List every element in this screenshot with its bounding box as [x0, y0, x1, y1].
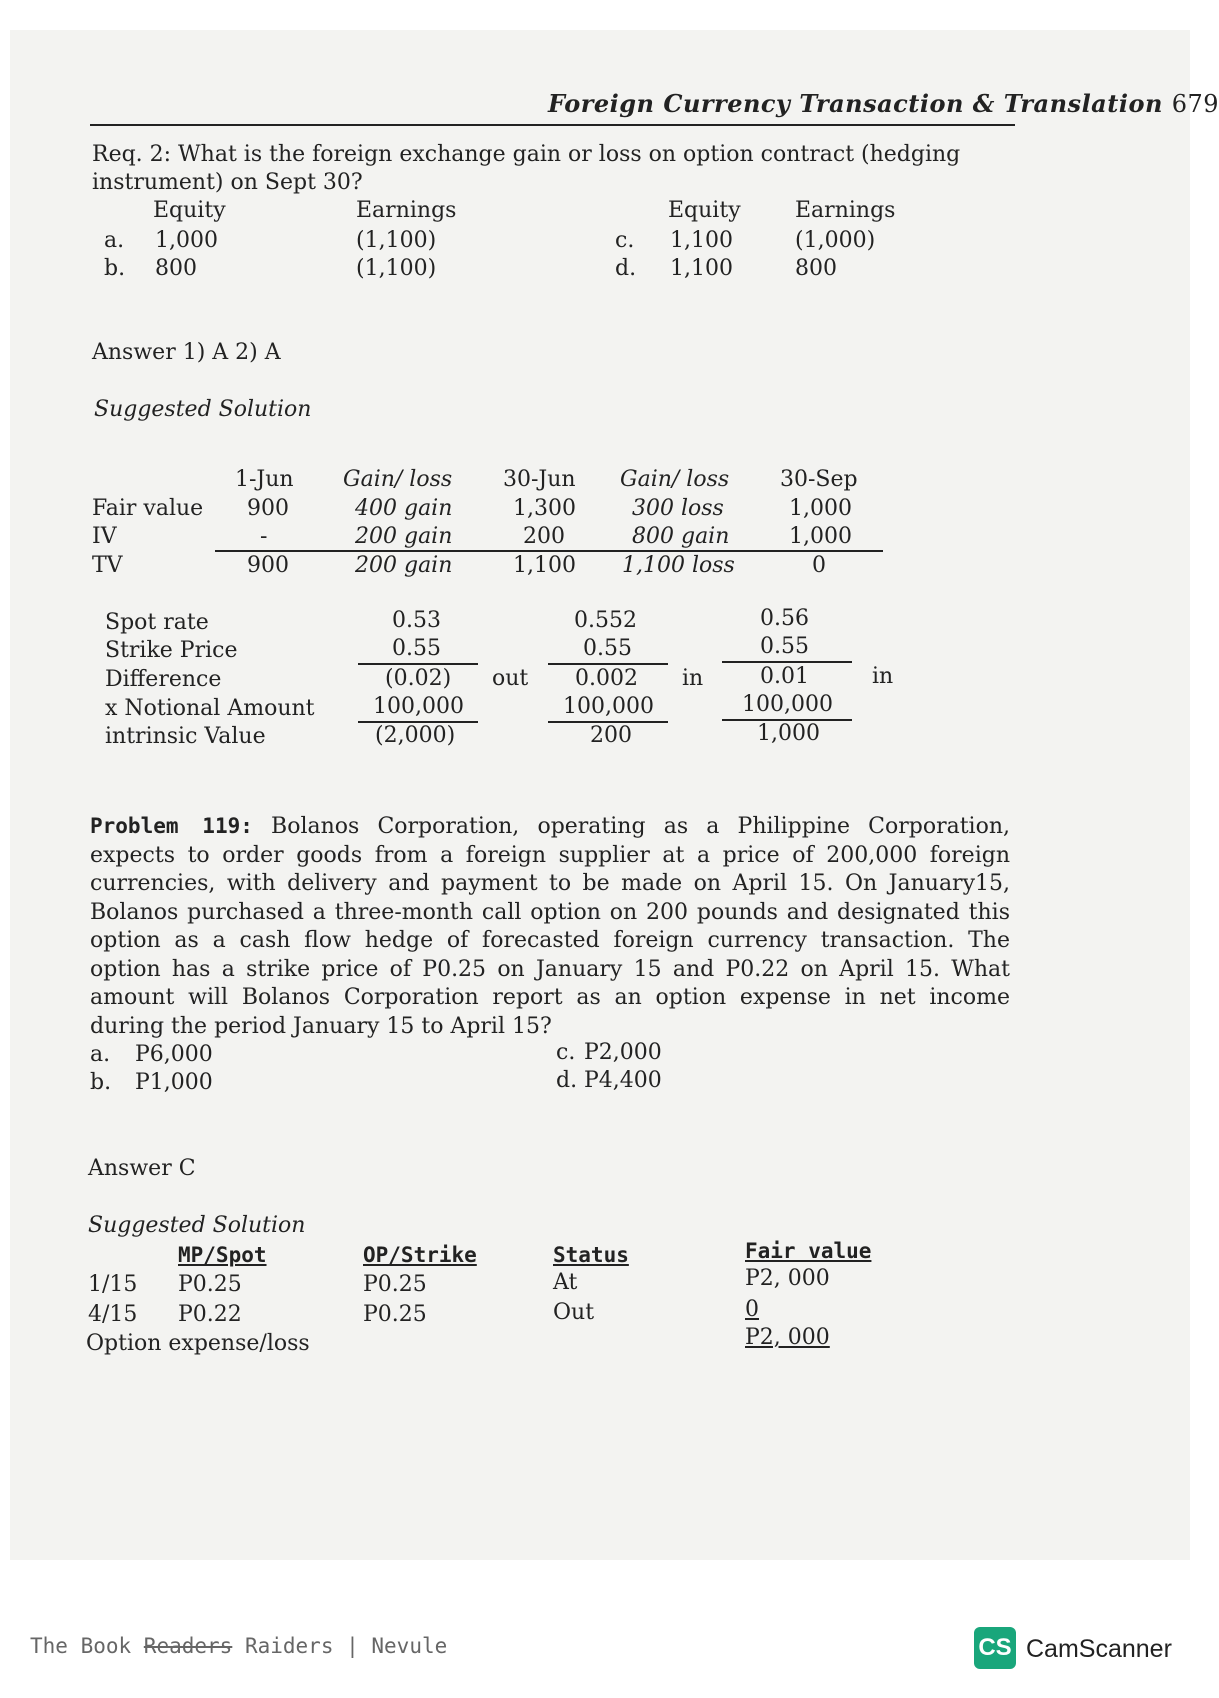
table1-cell: 1,100 loss	[622, 553, 735, 578]
table3-cell: 0	[745, 1297, 759, 1322]
table1-cell: 800 gain	[632, 524, 730, 549]
table3-header: MP/Spot	[178, 1243, 267, 1267]
footer-watermark	[30, 1634, 447, 1658]
table1-rule	[215, 550, 883, 552]
choice-equity: 1,000	[155, 228, 218, 253]
choice-earnings: 800	[795, 256, 837, 281]
table2-cell: 1,000	[757, 721, 820, 746]
table2-cell: 100,000	[563, 694, 654, 719]
table1-cell: 1,300	[513, 496, 576, 521]
choice-letter: b.	[104, 256, 126, 281]
table2-cell: 0.55	[392, 636, 441, 661]
footer-struck: Readers	[143, 1634, 233, 1658]
table1-row-label: TV	[92, 553, 123, 578]
table2-cell: 0.002	[575, 666, 638, 691]
table3-header: OP/Strike	[363, 1243, 477, 1267]
req2-col-earnings-right: Earnings	[795, 198, 896, 223]
problem-119-paragraph	[90, 812, 1010, 1041]
table2-cell: (0.02)	[385, 666, 452, 691]
header-title: Foreign Currency Transaction & Translation	[548, 89, 1163, 118]
table3-cell: At	[553, 1270, 578, 1295]
choice-equity: 1,100	[670, 228, 733, 253]
moneyness-status: out	[492, 666, 529, 691]
table2-cell: 200	[590, 723, 632, 748]
table2-cell: 0.552	[574, 608, 637, 633]
choice-letter: c.	[556, 1040, 576, 1065]
req2-question-line2: instrument) on Sept 30?	[92, 170, 363, 195]
choice-letter: a.	[90, 1042, 111, 1067]
choice-letter: c.	[615, 228, 635, 253]
table2-cell: 0.55	[583, 636, 632, 661]
table1-header: Gain/ loss	[343, 467, 453, 492]
choice-value: P2,000	[584, 1040, 662, 1065]
camscanner-logo-icon: CS	[974, 1627, 1016, 1669]
choice-equity: 800	[155, 256, 197, 281]
req2-question-line1: Req. 2: What is the foreign exchange gain or loss on option contract (hedging	[92, 142, 961, 167]
table2-rule	[358, 663, 478, 665]
table2-cell: 0.53	[392, 608, 441, 633]
choice-letter: a.	[104, 228, 125, 253]
table3-cell: P0.25	[363, 1302, 427, 1327]
table2-rule	[548, 663, 668, 665]
table2-cell: 0.01	[760, 664, 809, 689]
table2-label: Difference	[105, 667, 222, 692]
footer-prefix: The Book	[30, 1634, 144, 1658]
table1-row-label: Fair value	[92, 496, 204, 521]
table1-header: 1-Jun	[235, 467, 294, 492]
camscanner-brand: CamScanner	[1026, 1635, 1172, 1663]
table3-cell: P0.25	[178, 1272, 242, 1297]
table2-rule	[722, 661, 852, 663]
table2-cell: 0.56	[760, 606, 809, 631]
table3-cell: P2, 000	[745, 1266, 830, 1291]
table1-cell: 1,000	[789, 524, 852, 549]
table2-label: Spot rate	[105, 610, 209, 635]
table1-cell: 200 gain	[355, 553, 453, 578]
table2-cell: (2,000)	[375, 723, 456, 748]
table1-cell: 200 gain	[355, 524, 453, 549]
problem-119-label: Problem 119:	[90, 814, 253, 838]
choice-earnings: (1,000)	[795, 228, 876, 253]
table1-header: 30-Jun	[503, 467, 576, 492]
choice-value: P4,400	[584, 1068, 662, 1093]
problem-119-text: Bolanos Corporation, operating as a Philippine Corporation, expects to order goods from a foreign supplier at a price of 200,000 foreign currencies, with delivery and payment to be made on April 15. On January15, Bolanos purchased a three-month call option on 200 pounds and designated this option as a cash flow hedge of forecasted foreign currency transaction. The option has a strike price of P0.25 on January 15 and P0.22 on April 15. What amount will Bolanos Corporation report as an option expense in net income during the period January 15 to April 15?	[90, 814, 1010, 1039]
choice-earnings: (1,100)	[356, 228, 437, 253]
choice-value: P6,000	[135, 1042, 213, 1067]
suggested-solution-1: Suggested Solution	[94, 397, 312, 422]
choice-letter: d.	[556, 1068, 578, 1093]
table1-cell: 200	[523, 524, 565, 549]
table1-header: Gain/ loss	[620, 467, 730, 492]
table3-date: 4/15	[88, 1302, 138, 1327]
footer-rest: Raiders | Nevule	[232, 1634, 448, 1658]
table1-cell: 400 gain	[355, 496, 453, 521]
req2-col-earnings-left: Earnings	[356, 198, 457, 223]
page-number: 679	[1171, 90, 1219, 118]
table1-cell: 300 loss	[632, 496, 724, 521]
table2-cell: 100,000	[742, 692, 833, 717]
choice-letter: b.	[90, 1070, 112, 1095]
table1-row-label: IV	[92, 524, 117, 549]
suggested-solution-2: Suggested Solution	[88, 1213, 306, 1238]
table3-total-label: Option expense/loss	[86, 1331, 310, 1356]
moneyness-status: in	[872, 664, 894, 689]
header-rule	[90, 124, 1015, 126]
table3-cell: P0.22	[178, 1302, 242, 1327]
choice-value: P1,000	[135, 1070, 213, 1095]
table1-cell: 900	[247, 553, 289, 578]
choice-letter: d.	[615, 256, 637, 281]
table3-cell: Out	[553, 1300, 595, 1325]
table1-header: 30-Sep	[780, 467, 858, 492]
table1-cell: 1,100	[513, 553, 576, 578]
answer-2: Answer C	[88, 1156, 196, 1181]
table2-cell: 100,000	[373, 694, 464, 719]
running-header	[548, 89, 1219, 118]
table3-date: 1/15	[88, 1272, 138, 1297]
moneyness-status: in	[682, 666, 704, 691]
table2-cell: 0.55	[760, 634, 809, 659]
choice-earnings: (1,100)	[356, 256, 437, 281]
table2-label: intrinsic Value	[105, 724, 266, 749]
req2-col-equity-right: Equity	[668, 198, 741, 223]
table1-cell: 900	[247, 496, 289, 521]
table1-cell: 1,000	[789, 496, 852, 521]
table3-header: Fair value	[745, 1239, 872, 1263]
choice-equity: 1,100	[670, 256, 733, 281]
req2-col-equity-left: Equity	[153, 198, 226, 223]
table2-label: x Notional Amount	[105, 696, 315, 721]
table1-cell: 0	[812, 553, 826, 578]
table2-label: Strike Price	[105, 638, 238, 663]
table1-cell: -	[260, 524, 268, 549]
table3-cell: P0.25	[363, 1272, 427, 1297]
table3-total-value: P2, 000	[745, 1325, 830, 1350]
answer-1: Answer 1) A 2) A	[92, 340, 281, 365]
table3-header: Status	[553, 1243, 629, 1267]
